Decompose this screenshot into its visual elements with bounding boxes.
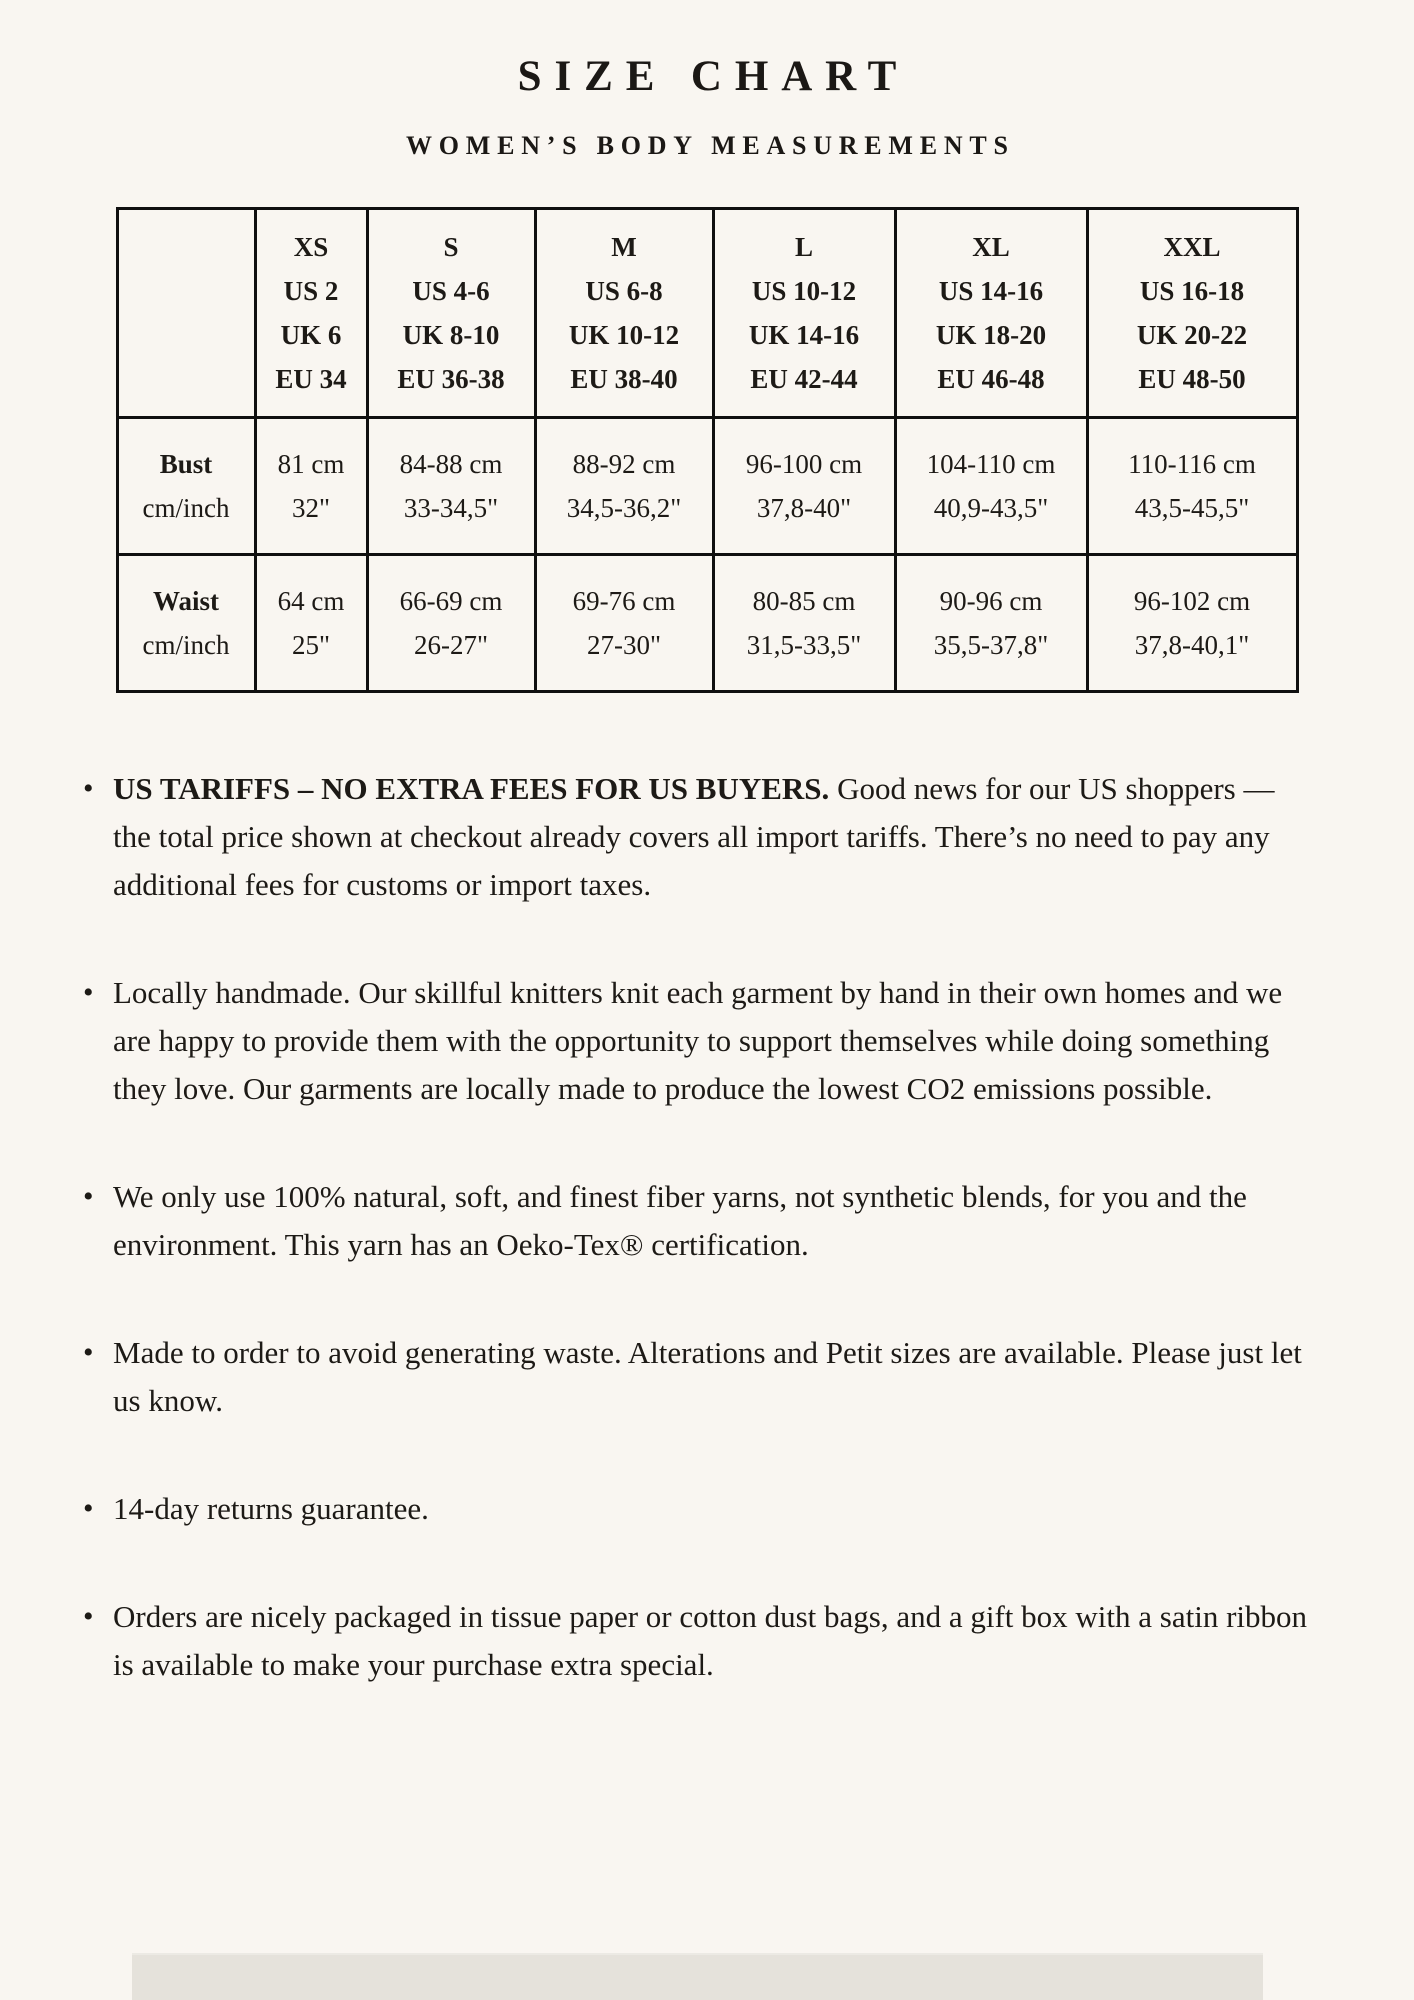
- uk-size: UK 8-10: [402, 320, 500, 350]
- value-cm: 90-96 cm: [939, 586, 1043, 616]
- value-inch: 26-27": [413, 630, 488, 660]
- row-label: Bust: [159, 449, 213, 479]
- measurement-cell: [535, 555, 713, 692]
- size-label: M: [611, 232, 637, 262]
- value-cm: 104-110 cm: [926, 449, 1056, 479]
- size-label: XXL: [1163, 232, 1221, 262]
- measurement-cell: [1087, 555, 1297, 692]
- corner-cell: [117, 209, 255, 418]
- size-col-xs: [255, 209, 367, 418]
- value-cm: 84-88 cm: [399, 449, 503, 479]
- row-label: Waist: [152, 586, 219, 616]
- bottom-image-strip: [132, 1953, 1263, 2000]
- bullet-text: Made to order to avoid generating waste. Alterations and Petit sizes are available. Please just let us know.: [113, 1335, 1302, 1418]
- us-size: US 14-16: [938, 276, 1044, 306]
- waist-row: [117, 555, 1297, 692]
- us-size: US 10-12: [751, 276, 857, 306]
- eu-size: EU 48-50: [1138, 364, 1246, 394]
- value-cm: 69-76 cm: [572, 586, 676, 616]
- size-col-xxl: [1087, 209, 1297, 418]
- eu-size: EU 42-44: [750, 364, 858, 394]
- eu-size: EU 34: [275, 364, 347, 394]
- list-item-locally-handmade: [113, 969, 1308, 1113]
- value-inch: 43,5-45,5": [1134, 493, 1250, 523]
- eu-size: EU 36-38: [397, 364, 505, 394]
- value-cm: 96-102 cm: [1133, 586, 1251, 616]
- value-inch: 35,5-37,8": [933, 630, 1049, 660]
- size-col-m: [535, 209, 713, 418]
- us-size: US 4-6: [412, 276, 490, 306]
- size-table: [116, 207, 1299, 693]
- page-title: SIZE CHART: [517, 53, 910, 100]
- row-unit: cm/inch: [142, 630, 230, 660]
- us-size: US 6-8: [585, 276, 663, 306]
- value-inch: 40,9-43,5": [933, 493, 1049, 523]
- measurement-cell: [713, 418, 895, 555]
- size-label: L: [794, 232, 813, 262]
- measurement-cell: [367, 418, 535, 555]
- value-inch: 34,5-36,2": [566, 493, 682, 523]
- list-item-natural-yarns: [113, 1173, 1308, 1269]
- measurement-cell: [367, 555, 535, 692]
- list-item-packaging: [113, 1593, 1308, 1689]
- measurement-cell: [895, 418, 1087, 555]
- us-size: US 16-18: [1139, 276, 1245, 306]
- bullet-text: Locally handmade. Our skillful knitters knit each garment by hand in their own homes and we are happy to provide them with the opportunity to support themselves while doing something they love. Our garments are locally made to produce the lowest CO2 emissions possible.: [113, 975, 1283, 1106]
- size-header-row: [117, 209, 1297, 418]
- value-inch: 37,8-40,1": [1134, 630, 1250, 660]
- waist-row-header: [117, 555, 255, 692]
- uk-size: UK 20-22: [1136, 320, 1248, 350]
- size-label: XL: [972, 232, 1010, 262]
- value-inch: 25": [291, 630, 331, 660]
- value-inch: 32": [291, 493, 331, 523]
- size-col-l: [713, 209, 895, 418]
- measurement-cell: [255, 418, 367, 555]
- size-label: S: [443, 232, 459, 262]
- eu-size: EU 38-40: [570, 364, 678, 394]
- value-cm: 81 cm: [277, 449, 345, 479]
- list-item-us-tariffs: [113, 765, 1308, 909]
- uk-size: UK 6: [280, 320, 342, 350]
- row-unit: cm/inch: [142, 493, 230, 523]
- value-cm: 64 cm: [277, 586, 345, 616]
- uk-size: UK 10-12: [568, 320, 680, 350]
- list-item-made-to-order: [113, 1329, 1308, 1425]
- info-list: [0, 765, 1414, 1689]
- value-cm: 88-92 cm: [572, 449, 676, 479]
- us-size: US 2: [283, 276, 339, 306]
- uk-size: UK 18-20: [935, 320, 1047, 350]
- bust-row: [117, 418, 1297, 555]
- value-inch: 33-34,5": [403, 493, 499, 523]
- value-inch: 27-30": [586, 630, 661, 660]
- bullet-text: Orders are nicely packaged in tissue paper or cotton dust bags, and a gift box with a satin ribbon is available to make your purchase extra special.: [113, 1599, 1308, 1682]
- page-header: [0, 0, 1414, 161]
- eu-size: EU 46-48: [937, 364, 1045, 394]
- bullet-text: Good news for our US shoppers — the total price shown at checkout already covers all import tariffs. There’s no need to pay any additional fees for customs or import taxes.: [113, 771, 1275, 902]
- value-cm: 66-69 cm: [399, 586, 503, 616]
- value-inch: 31,5-33,5": [746, 630, 862, 660]
- measurement-cell: [895, 555, 1087, 692]
- value-inch: 37,8-40": [756, 493, 852, 523]
- measurement-cell: [255, 555, 367, 692]
- value-cm: 96-100 cm: [745, 449, 863, 479]
- value-cm: 80-85 cm: [752, 586, 856, 616]
- uk-size: UK 14-16: [748, 320, 860, 350]
- size-col-xl: [895, 209, 1087, 418]
- measurement-cell: [1087, 418, 1297, 555]
- page-subtitle: WOMEN’S BODY MEASUREMENTS: [406, 131, 1015, 160]
- value-cm: 110-116 cm: [1128, 449, 1256, 479]
- size-col-s: [367, 209, 535, 418]
- list-item-returns: [113, 1485, 1308, 1533]
- measurement-cell: [535, 418, 713, 555]
- bullet-text: We only use 100% natural, soft, and finest fiber yarns, not synthetic blends, for you and the environment. This yarn has an Oeko-Tex® certification.: [113, 1179, 1247, 1262]
- bullet-text: 14-day returns guarantee.: [113, 1491, 429, 1526]
- measurement-cell: [713, 555, 895, 692]
- bullet-lead: US TARIFFS – NO EXTRA FEES FOR US BUYERS.: [113, 771, 830, 806]
- size-label: XS: [293, 232, 329, 262]
- bust-row-header: [117, 418, 255, 555]
